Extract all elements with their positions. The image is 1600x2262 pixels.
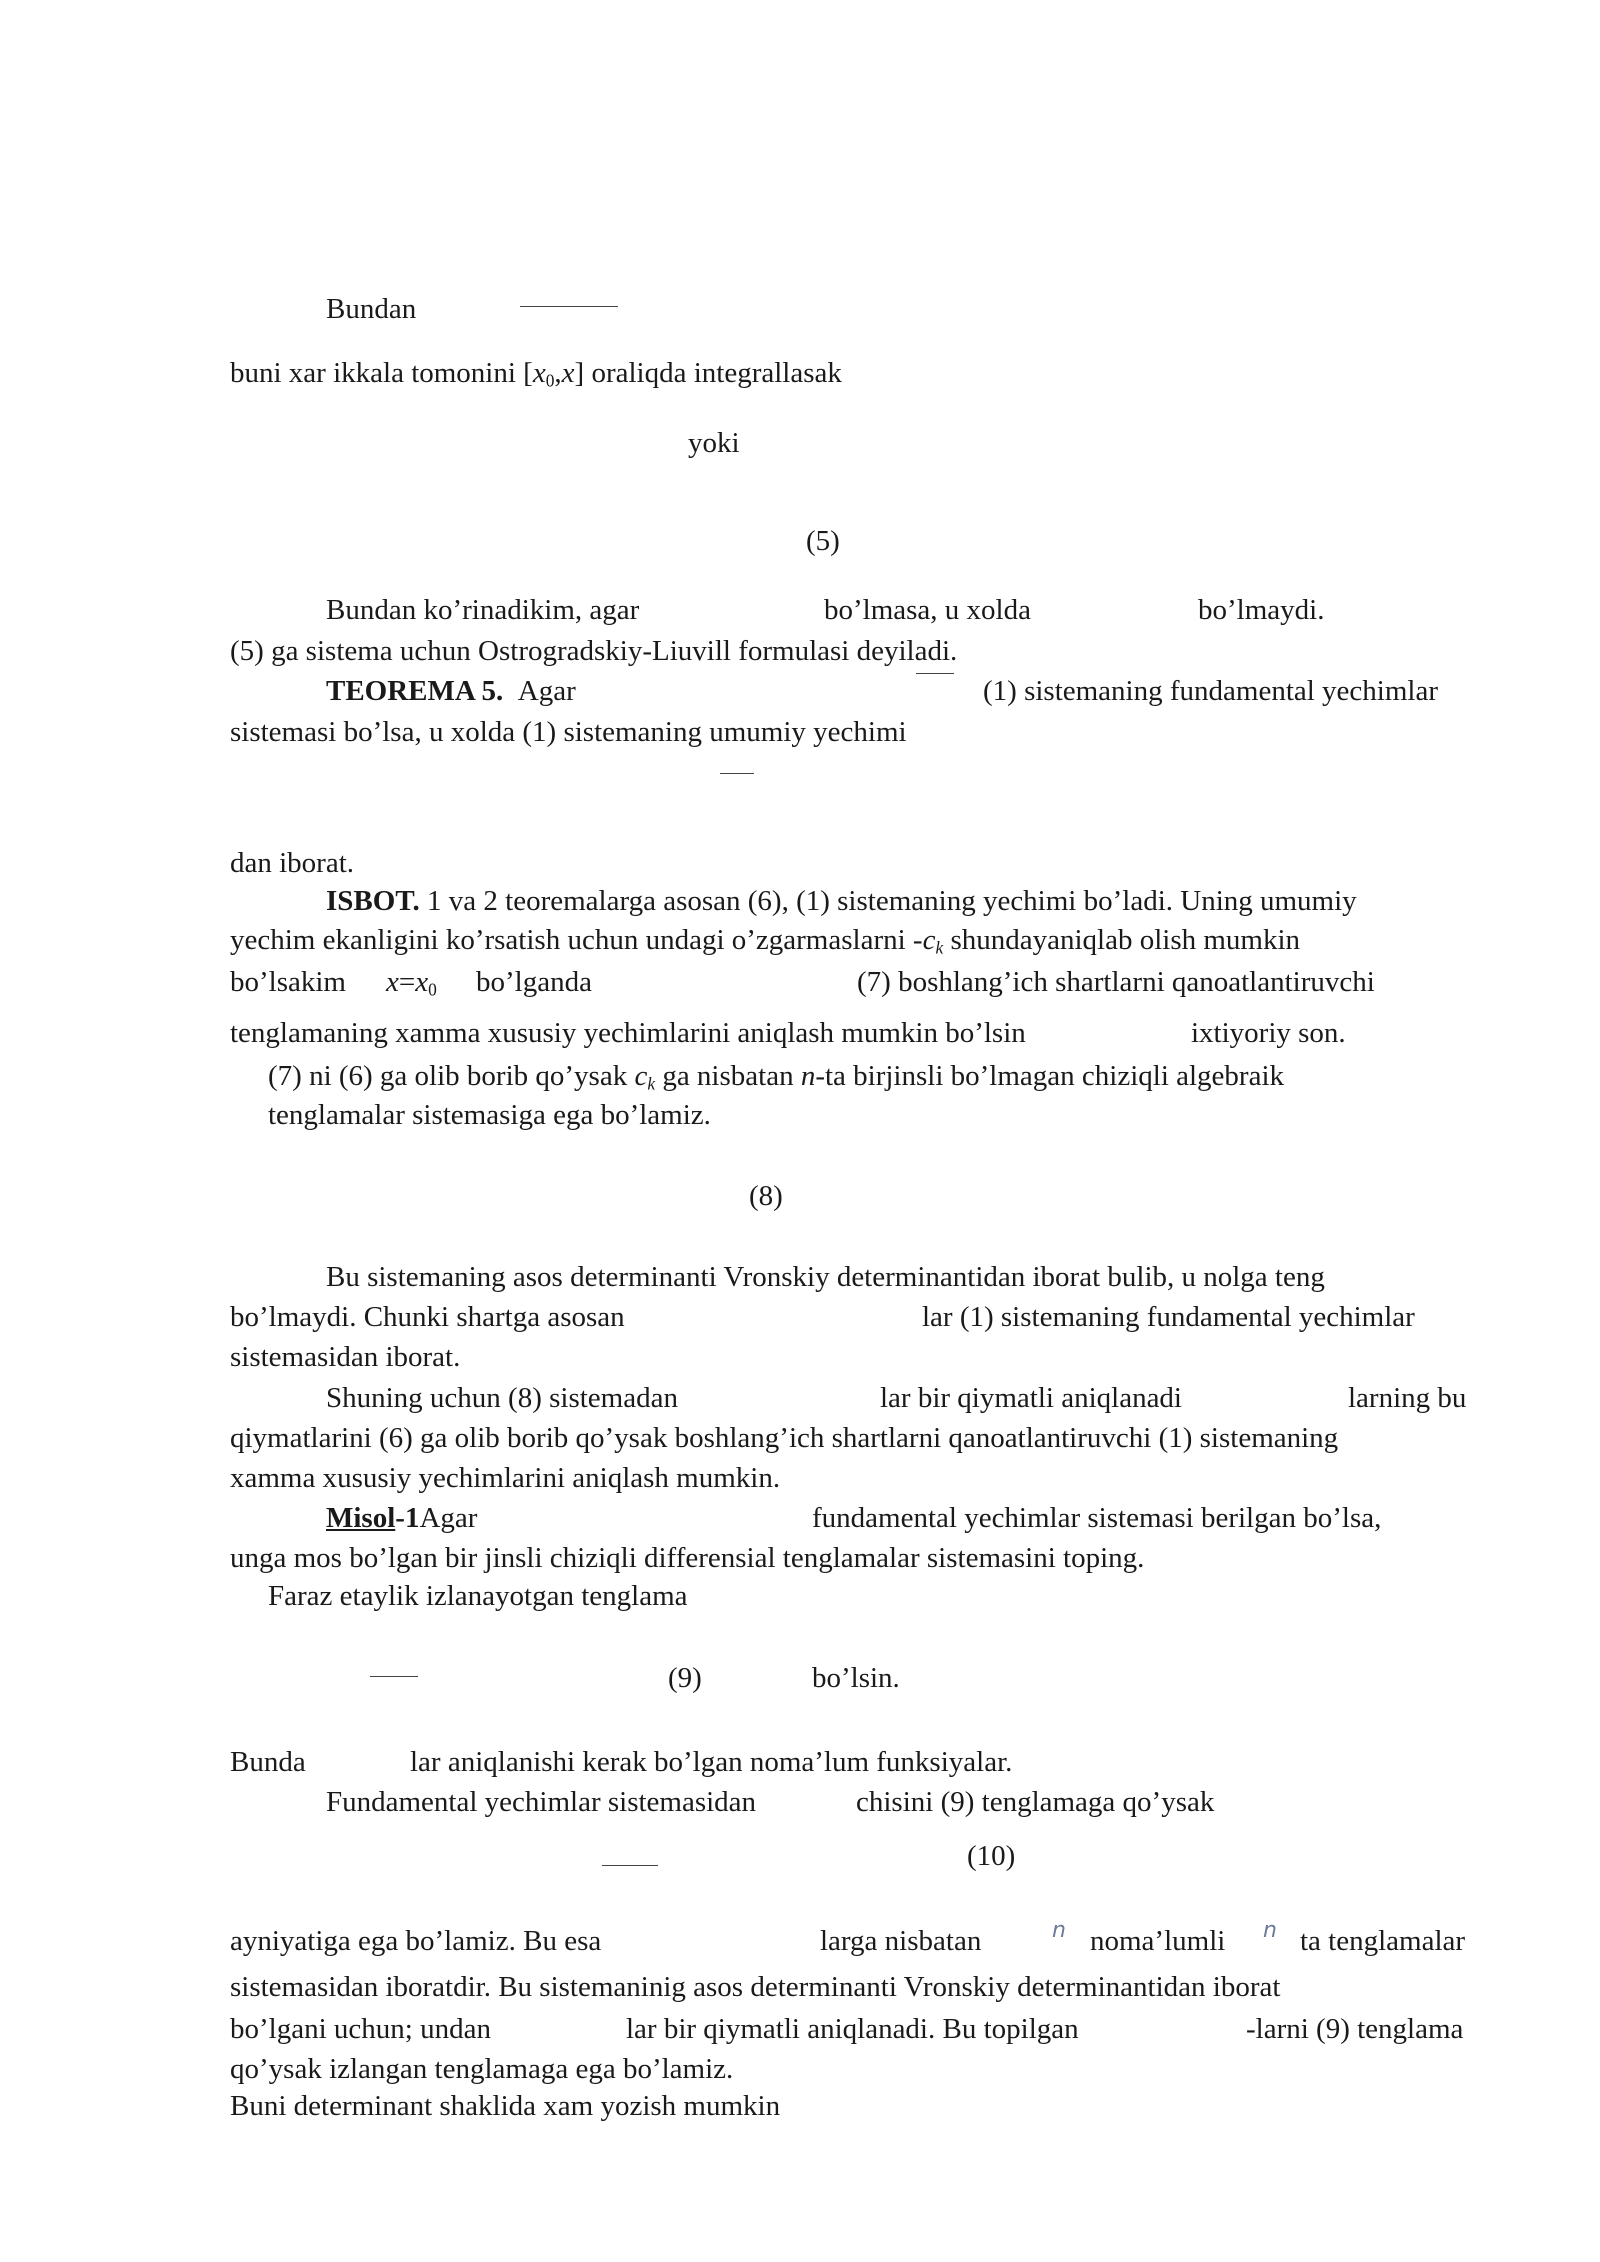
text-line: qiymatlarini (6) ga olib borib qo’ysak boshlang’ich shartlarni qanoatlantiruvchi (1) sistemaning xyxy=(230,1422,1339,1454)
text-line: lar (1) sistemaning fundamental yechimlar xyxy=(922,1301,1415,1333)
text-line: larning bu xyxy=(1348,1382,1467,1414)
text-line: Bunda xyxy=(230,1746,306,1778)
n-symbol: n xyxy=(1263,1918,1277,1943)
text-line: dan iborat. xyxy=(230,847,355,879)
text-line: (1) sistemaning fundamental yechimlar xyxy=(983,675,1438,707)
text-line: Buni determinant shaklida xam yozish mumkin xyxy=(230,2090,781,2122)
text-line: Bu sistemaning asos determinanti Vronskiy determinantidan iborat bulib, u nolga teng xyxy=(326,1261,1325,1293)
text-line: lar aniqlanishi kerak bo’lgan noma’lum funksiyalar. xyxy=(410,1746,1013,1778)
text-line: $x=x_0$ xyxy=(386,966,437,1000)
text-line: chisini (9) tenglamaga qo’ysak xyxy=(856,1786,1215,1818)
equation-number: (10) xyxy=(967,1840,1016,1872)
text-line: Faraz etaylik izlanayotgan tenglama xyxy=(268,1580,688,1612)
text-line: bo’lsakim xyxy=(230,966,346,998)
text-line: tenglamaning xamma xususiy yechimlarini aniqlash mumkin bo’lsin xyxy=(230,1017,1026,1049)
text-line: Fundamental yechimlar sistemasidan xyxy=(326,1786,757,1818)
text-line: noma’lumli xyxy=(1090,1925,1226,1957)
text-line: bo’lganda xyxy=(476,966,592,998)
fraction-bar xyxy=(370,1676,418,1677)
text-line: -larni (9) tenglama xyxy=(1246,2013,1464,2045)
text-line: sistemasidan iborat. xyxy=(230,1341,461,1373)
text-line: sistemasidan iboratdir. Bu sistemaninig asos determinanti Vronskiy determinantidan iborat xyxy=(230,1971,1281,2003)
text-line: larga nisbatan xyxy=(820,1925,982,1957)
text-line: bo’lmaydi. Chunki shartga asosan xyxy=(230,1301,625,1333)
text-line: sistemasi bo’lsa, u xolda (1) sistemaning umumiy yechimi xyxy=(230,716,907,748)
text-line: ta tenglamalar xyxy=(1300,1925,1466,1957)
theorem-heading: TEOREMA 5. Agar xyxy=(326,675,576,707)
text-line: fundamental yechimlar sistemasi berilgan bo’lsa, xyxy=(812,1502,1382,1534)
text-line: yechim ekanligini ko’rsatish uchun undagi o’zgarmaslarni $-c_k$ shundayaniqlab olish mumkin xyxy=(230,924,1301,958)
n-symbol: n xyxy=(1052,1918,1066,1943)
text-line: tenglamalar sistemasiga ega bo’lamiz. xyxy=(268,1099,711,1131)
text-line: bo’lsin. xyxy=(812,1662,900,1694)
text-line: yoki xyxy=(688,427,740,459)
equation-number: (9) xyxy=(668,1662,702,1694)
fraction-bar xyxy=(916,673,954,674)
text-line: qo’ysak izlangan tenglamaga ega bo’lamiz. xyxy=(230,2053,734,2085)
fraction-bar xyxy=(520,306,618,307)
text-line: xamma xususiy yechimlarini aniqlash mumkin. xyxy=(230,1462,781,1494)
text-line: lar bir qiymatli aniqlanadi xyxy=(880,1382,1182,1414)
proof-line: ISBOT. 1 va 2 teoremalarga asosan (6), (1) sistemaning yechimi bo’ladi. Uning umumiy xyxy=(326,885,1357,917)
text-line: ixtiyoriy son. xyxy=(1191,1017,1346,1049)
text-line: (7) boshlang’ich shartlarni qanoatlantiruvchi xyxy=(857,966,1375,998)
text-line: Bundan ko’rinadikim, agar xyxy=(326,594,640,626)
text-line: Shuning uchun (8) sistemadan xyxy=(326,1382,678,1414)
equation-number: (8) xyxy=(749,1180,783,1212)
text-line: (7) ni (6) ga olib borib qo’ysak $c_k$ ga nisbatan n-ta birjinsli bo’lmagan chiziqli algebraik xyxy=(268,1060,1285,1094)
text-line: bo’lmaydi. xyxy=(1198,594,1325,626)
text-line: lar bir qiymatli aniqlanadi. Bu topilgan xyxy=(626,2013,1079,2045)
text-line: Bundan xyxy=(326,293,417,325)
text-line: bo’lgani uchun; undan xyxy=(230,2013,491,2045)
text-line: buni xar ikkala tomonini $[x_0,x]$ oraliqda integrallasak xyxy=(230,357,842,391)
fraction-bar xyxy=(720,773,754,774)
text-line: bo’lmasa, u xolda xyxy=(824,594,1031,626)
equation-number: (5) xyxy=(806,525,840,557)
example-heading: Misol-1Agar xyxy=(326,1502,478,1534)
text-line: (5) ga sistema uchun Ostrogradskiy-Liuvill formulasi deyiladi. xyxy=(230,635,958,667)
fraction-bar xyxy=(602,1865,658,1866)
text-line: unga mos bo’lgan bir jinsli chiziqli differensial tenglamalar sistemasini toping. xyxy=(230,1542,1145,1574)
text-line: ayniyatiga ega bo’lamiz. Bu esa xyxy=(230,1925,602,1957)
